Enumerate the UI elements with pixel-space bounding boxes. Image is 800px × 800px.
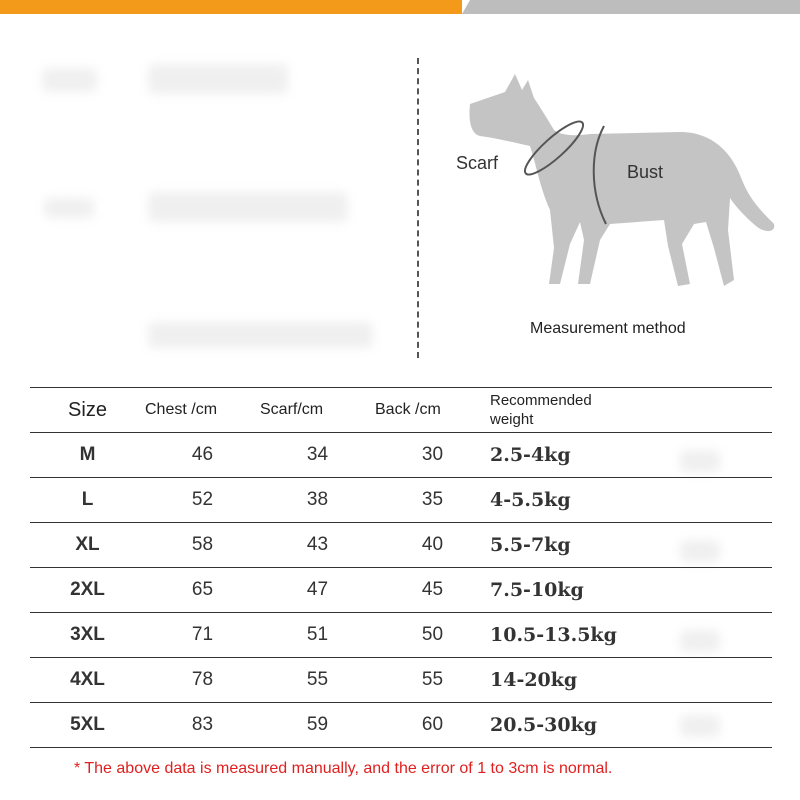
measurement-method-caption: Measurement method bbox=[530, 320, 686, 337]
cell-weight: 10.5-13.5kg bbox=[490, 613, 772, 658]
cell-back: 30 bbox=[375, 433, 490, 478]
cell-chest: 83 bbox=[145, 703, 260, 748]
cell-size: M bbox=[30, 433, 145, 478]
cell-chest: 52 bbox=[145, 478, 260, 523]
cell-back: 55 bbox=[375, 658, 490, 703]
cell-weight: 14-20kg bbox=[490, 658, 772, 703]
cell-back: 40 bbox=[375, 523, 490, 568]
top-bar-orange bbox=[0, 0, 462, 14]
cell-scarf: 34 bbox=[260, 433, 375, 478]
cell-back: 60 bbox=[375, 703, 490, 748]
faded-text-block bbox=[148, 192, 348, 222]
header-back: Back /cm bbox=[375, 388, 490, 433]
header-weight-line1: Recommended bbox=[490, 392, 592, 409]
cell-scarf: 43 bbox=[260, 523, 375, 568]
cell-scarf: 38 bbox=[260, 478, 375, 523]
header-size: Size bbox=[30, 388, 145, 433]
top-accent-bar bbox=[0, 0, 800, 14]
faded-text-block bbox=[42, 68, 97, 92]
top-bar-gray bbox=[462, 0, 800, 14]
cell-scarf: 59 bbox=[260, 703, 375, 748]
dashed-divider bbox=[417, 58, 419, 358]
cell-weight: 4-5.5kg bbox=[490, 478, 772, 523]
cell-weight: 20.5-30kg bbox=[490, 703, 772, 748]
cell-size: 2XL bbox=[30, 568, 145, 613]
cell-size: L bbox=[30, 478, 145, 523]
dog-icon bbox=[469, 74, 774, 286]
cell-weight: 2.5-4kg bbox=[490, 433, 772, 478]
size-chart-table bbox=[30, 387, 772, 748]
table-row bbox=[30, 658, 772, 703]
dog-silhouette-illustration bbox=[450, 62, 780, 297]
cell-chest: 71 bbox=[145, 613, 260, 658]
faded-text-block bbox=[44, 198, 94, 218]
cell-scarf: 47 bbox=[260, 568, 375, 613]
cell-back: 45 bbox=[375, 568, 490, 613]
cell-size: 5XL bbox=[30, 703, 145, 748]
header-weight bbox=[490, 388, 772, 433]
cell-size: 4XL bbox=[30, 658, 145, 703]
cell-back: 50 bbox=[375, 613, 490, 658]
cell-back: 35 bbox=[375, 478, 490, 523]
cell-weight: 7.5-10kg bbox=[490, 568, 772, 613]
table-row bbox=[30, 613, 772, 658]
faded-text-block bbox=[148, 322, 373, 348]
header-chest: Chest /cm bbox=[145, 388, 260, 433]
cell-scarf: 55 bbox=[260, 658, 375, 703]
header-weight-line2: weight bbox=[490, 411, 534, 428]
faded-text-block bbox=[148, 64, 288, 94]
cell-size: 3XL bbox=[30, 613, 145, 658]
table-row bbox=[30, 478, 772, 523]
header-scarf: Scarf/cm bbox=[260, 388, 375, 433]
table-row bbox=[30, 568, 772, 613]
cell-chest: 78 bbox=[145, 658, 260, 703]
table-row bbox=[30, 523, 772, 568]
bust-label: Bust bbox=[627, 162, 664, 182]
table-header-row bbox=[30, 388, 772, 433]
table-row bbox=[30, 433, 772, 478]
table-row bbox=[30, 703, 772, 748]
cell-scarf: 51 bbox=[260, 613, 375, 658]
cell-chest: 58 bbox=[145, 523, 260, 568]
cell-size: XL bbox=[30, 523, 145, 568]
measurement-note: * The above data is measured manually, and the error of 1 to 3cm is normal. bbox=[74, 760, 613, 777]
cell-weight: 5.5-7kg bbox=[490, 523, 772, 568]
scarf-label: Scarf bbox=[456, 153, 499, 173]
cell-chest: 65 bbox=[145, 568, 260, 613]
cell-chest: 46 bbox=[145, 433, 260, 478]
